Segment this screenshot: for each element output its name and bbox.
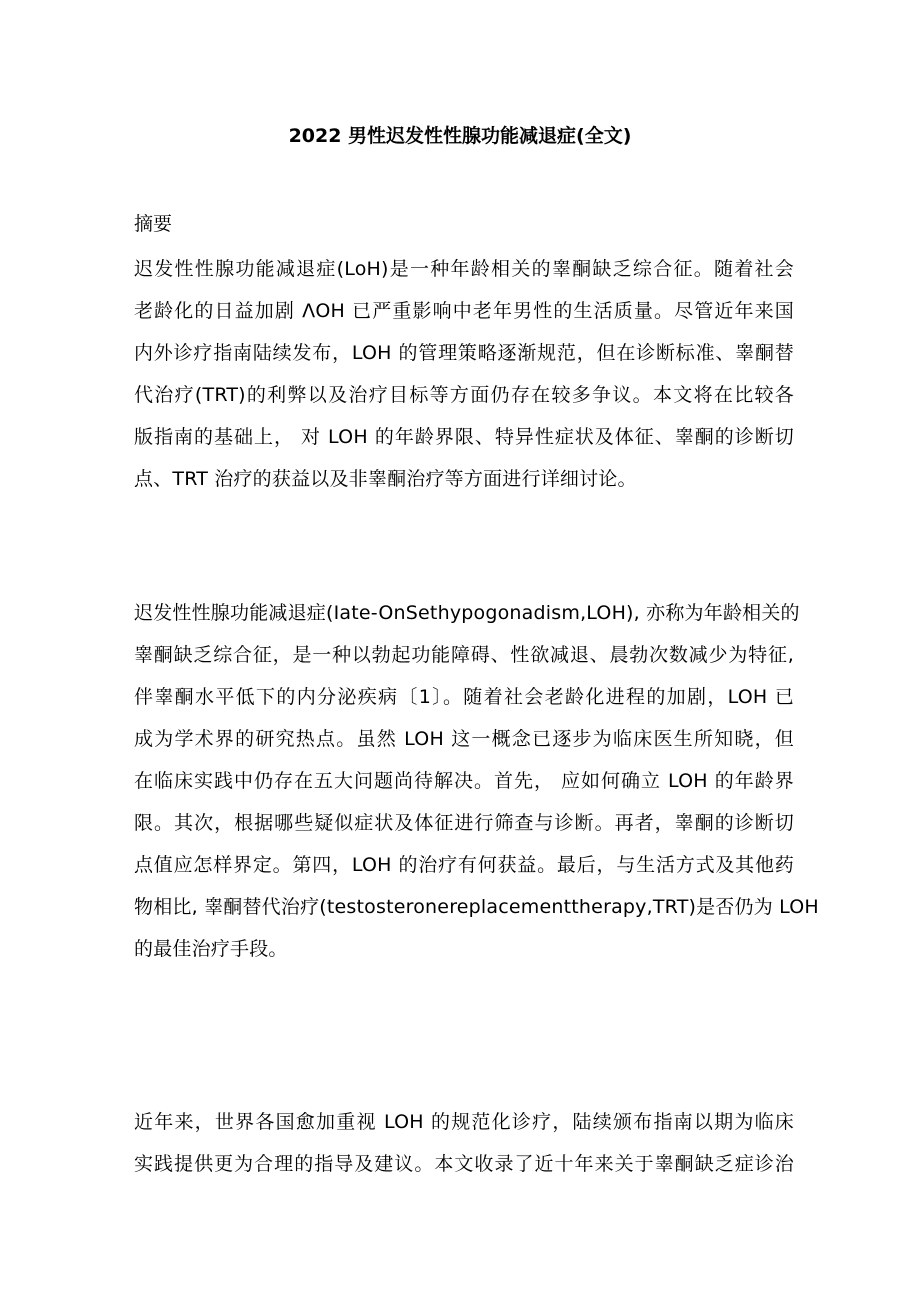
text-line: 限。其次，根据哪些疑似症状及体征进行筛查与诊断。再者，睾酮的诊断切 <box>134 812 794 834</box>
text-line: 点值应怎样界定。第四，LOH 的治疗有何获益。最后，与生活方式及其他药 <box>134 854 794 876</box>
body-paragraph <box>134 1101 794 1185</box>
text-line: 迟发性性腺功能减退症(LoH)是一种年龄相关的睾酮缺乏综合征。随着社会 <box>134 258 794 280</box>
section-heading-abstract: 摘要 <box>134 213 173 235</box>
abstract-paragraph <box>134 248 794 500</box>
text-line: 点、TRT 治疗的获益以及非睾酮治疗等方面进行详细讨论。 <box>134 468 637 490</box>
text-line: 版指南的基础上， 对 LOH 的年龄界限、特异性症状及体征、睾酮的诊断切 <box>134 426 794 448</box>
text-line: 的最佳治疗手段。 <box>134 938 288 960</box>
text-line: 成为学术界的研究热点。虽然 LOH 这一概念已逐步为临床医生所知晓，但 <box>134 728 794 750</box>
body-paragraph <box>134 592 819 970</box>
text-line: 近年来，世界各国愈加重视 LOH 的规范化诊疗，陆续颁布指南以期为临床 <box>134 1111 794 1133</box>
text-line: 在临床实践中仍存在五大问题尚待解决。首先， 应如何确立 LOH 的年龄界 <box>134 770 794 792</box>
text-line: 内外诊疗指南陆续发布，LOH 的管理策略逐渐规范，但在诊断标准、睾酮替 <box>134 342 794 364</box>
text-line: 实践提供更为合理的指导及建议。本文收录了近十年来关于睾酮缺乏症诊治 <box>134 1153 794 1175</box>
document-title: 2022 男性迟发性性腺功能减退症(全文) <box>288 125 632 147</box>
text-line: 迟发性性腺功能减退症(Iate-OnSethypogonadism,LOH), 亦称为年龄相关的 <box>134 602 800 624</box>
text-line: 物相比, 睾酮替代治疗(testosteronereplacementtherapy,TRT)是否仍为 LOH <box>134 896 819 918</box>
text-line: 代治疗(TRT)的利弊以及治疗目标等方面仍存在较多争议。本文将在比较各 <box>134 384 794 406</box>
text-line: 伴睾酮水平低下的内分泌疾病〔1〕。随着社会老龄化进程的加剧，LOH 已 <box>134 686 794 708</box>
text-line: 老龄化的日益加剧 ΛOH 已严重影响中老年男性的生活质量。尽管近年来国 <box>134 300 794 322</box>
text-line: 睾酮缺乏综合征，是一种以勃起功能障碍、性欲减退、晨勃次数减少为特征, <box>134 644 794 666</box>
